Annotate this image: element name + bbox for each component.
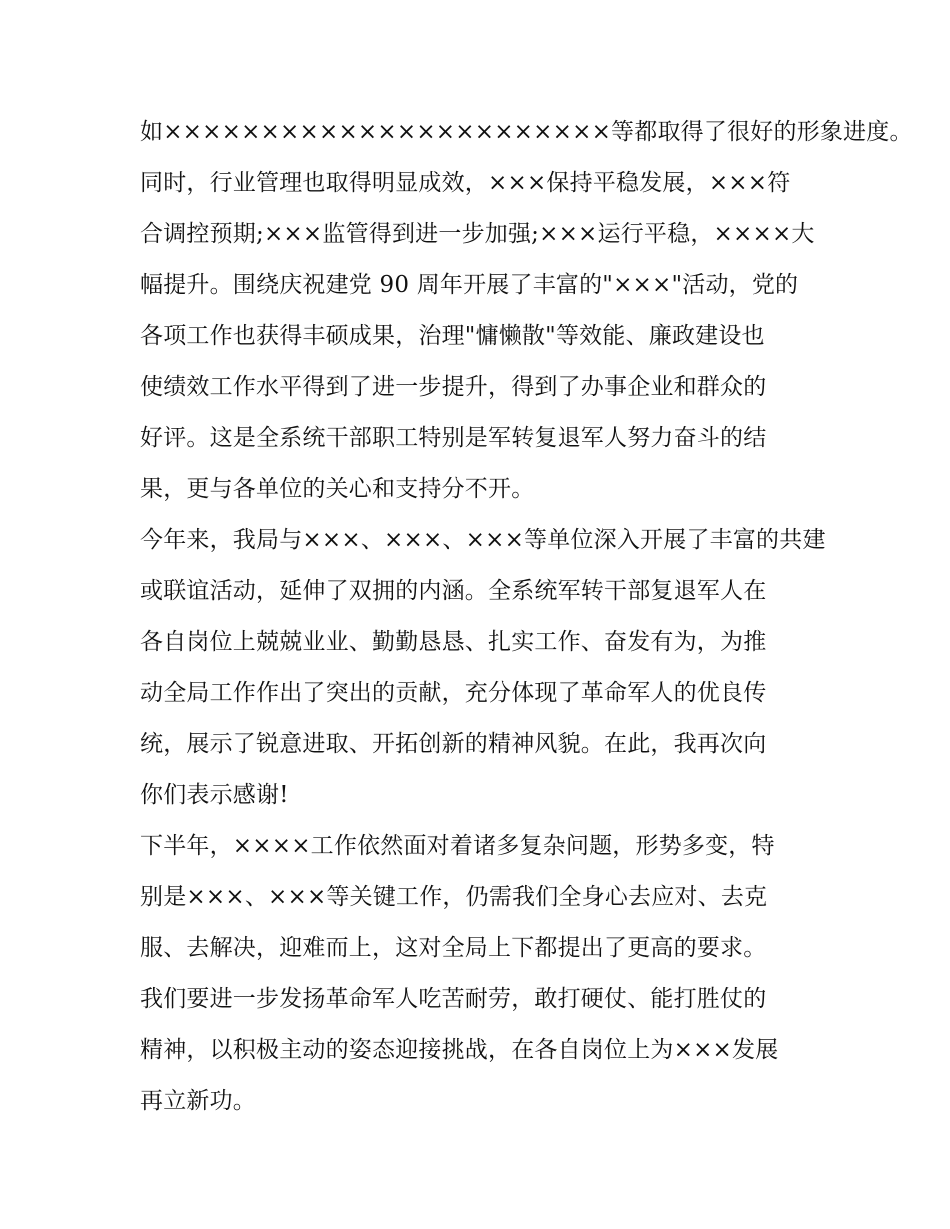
text-line: 果，更与各单位的关心和支持分不开。	[140, 476, 535, 502]
text-line: 你们表示感谢!	[140, 782, 289, 808]
text-line: 服、去解决，迎难而上，这对全局上下都提出了更高的要求。	[140, 935, 767, 961]
text-line: 使绩效工作水平得到了进一步提升，得到了办事企业和群众的	[140, 374, 767, 400]
text-line: 好评。这是全系统干部职工特别是军转复退军人努力奋斗的结	[140, 425, 767, 451]
text-line: 各项工作也获得丰硕成果，治理"慵懒散"等效能、廉政建设也	[140, 323, 765, 349]
text-line: 我们要进一步发扬革命军人吃苦耐劳，敢打硬仗、能打胜仗的	[140, 986, 767, 1012]
text-line: 下半年，××××工作依然面对着诸多复杂问题，形势多变，特	[140, 833, 775, 859]
text-line: 幅提升。围绕庆祝建党 90 周年开展了丰富的"×××"活动，党的	[140, 272, 799, 298]
text-line: 如×××××××××××××××××××××××等都取得了很好的形象进度。	[140, 119, 913, 145]
paragraph-3	[140, 821, 820, 1127]
body-text	[140, 107, 913, 1127]
text-line: 今年来，我局与×××、×××、×××等单位深入开展了丰富的共建	[140, 527, 826, 553]
paragraph-1	[140, 107, 913, 515]
text-line: 精神，以积极主动的姿态迎接挑战，在各自岗位上为×××发展	[140, 1037, 779, 1063]
text-line: 动全局工作作出了突出的贡献，充分体现了革命军人的优良传	[140, 680, 767, 706]
text-line: 再立新功。	[140, 1088, 256, 1114]
text-line: 别是×××、×××等关键工作，仍需我们全身心去应对、去克	[140, 884, 768, 910]
paragraph-2	[140, 515, 826, 821]
text-line: 或联谊活动，延伸了双拥的内涵。全系统军转干部复退军人在	[140, 578, 767, 604]
text-line: 统，展示了锐意进取、开拓创新的精神风貌。在此，我再次向	[140, 731, 767, 757]
text-line: 各自岗位上兢兢业业、勤勤恳恳、扎实工作、奋发有为，为推	[140, 629, 767, 655]
text-line: 同时，行业管理也取得明显成效，×××保持平稳发展，×××符	[140, 170, 791, 196]
text-line: 合调控预期;×××监管得到进一步加强;×××运行平稳，××××大	[140, 221, 815, 247]
